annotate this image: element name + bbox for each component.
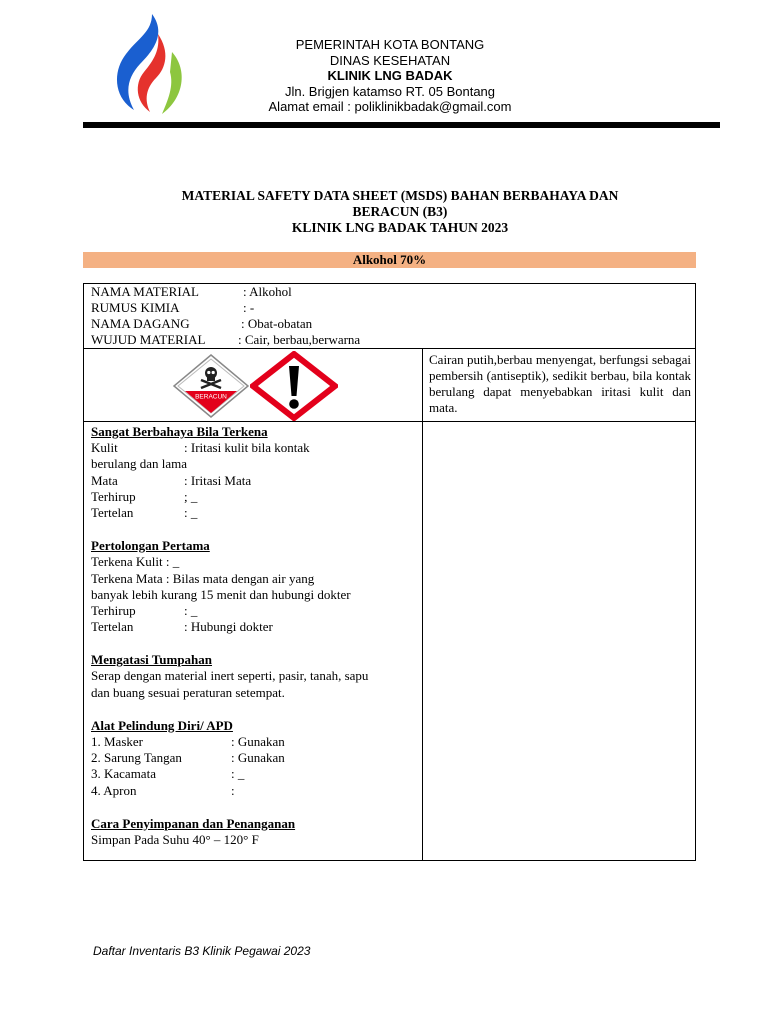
letterhead-email: Alamat email : poliklinikbadak@gmail.com bbox=[268, 99, 512, 114]
ppe-item bbox=[91, 766, 421, 782]
spill-line-1: Serap dengan material inert seperti, pasir, tanah, sapu bbox=[91, 668, 369, 684]
ppe-item-label: 2. Sarung Tangan bbox=[91, 750, 182, 766]
ppe-item-value: : Gunakan bbox=[231, 750, 285, 766]
rumus-kimia-value: : - bbox=[243, 300, 255, 315]
material-info-row bbox=[84, 284, 695, 349]
nama-dagang-value: : Obat-obatan bbox=[241, 316, 313, 331]
wujud-material-label: WUJUD MATERIAL bbox=[91, 332, 206, 347]
hazard-terhirup bbox=[91, 489, 421, 505]
nama-dagang-line bbox=[91, 316, 312, 332]
rumus-kimia-line bbox=[91, 300, 254, 316]
column-divider bbox=[422, 349, 423, 860]
wujud-material-line bbox=[91, 332, 360, 348]
hazard-kulit-cont: berulang dan lama bbox=[91, 456, 188, 472]
letterhead bbox=[230, 37, 550, 115]
footer-note: Daftar Inventaris B3 Klinik Pegawai 2023 bbox=[93, 944, 311, 958]
ppe-item-label: 3. Kacamata bbox=[91, 766, 156, 782]
letterhead-clinic: KLINIK LNG BADAK bbox=[327, 68, 453, 83]
first-aid-mata-cont: banyak lebih kurang 15 menit dan hubungi dokter bbox=[91, 586, 351, 602]
ppe-item-value: : bbox=[231, 782, 235, 798]
hazard-tertelan-value: : _ bbox=[184, 504, 198, 520]
first-aid-terhirup bbox=[91, 603, 421, 619]
first-aid-tertelan bbox=[91, 619, 421, 635]
storage-line-1: Simpan Pada Suhu 40° – 120° F bbox=[91, 831, 259, 847]
ppe-item-value: : Gunakan bbox=[231, 734, 285, 749]
nama-material-value: : Alkohol bbox=[243, 284, 292, 299]
ppe-item-label: 1. Masker bbox=[91, 734, 143, 749]
title-line-3: KLINIK LNG BADAK TAHUN 2023 bbox=[291, 220, 509, 235]
first-aid-tertelan-label: Tertelan bbox=[91, 619, 134, 635]
first-aid-terhirup-label: Terhirup bbox=[91, 602, 136, 618]
nama-material-line bbox=[91, 284, 292, 300]
title-line-1: MATERIAL SAFETY DATA SHEET (MSDS) BAHAN BERBAHAYA DAN bbox=[181, 188, 619, 203]
first-aid-tertelan-value: : Hubungi dokter bbox=[184, 619, 273, 635]
ppe-item bbox=[91, 750, 421, 766]
msds-table bbox=[83, 283, 696, 861]
hazard-heading: Sangat Berbahaya Bila Terkena bbox=[91, 424, 268, 439]
title-line-2: BERACUN (B3) bbox=[352, 204, 448, 219]
letterhead-department: DINAS KESEHATAN bbox=[329, 52, 451, 68]
spill-line-2: dan buang sesuai peraturan setempat. bbox=[91, 684, 285, 700]
wujud-material-value: : Cair, berbau,berwarna bbox=[238, 332, 361, 347]
storage-heading: Cara Penyimpanan dan Penanganan bbox=[91, 815, 296, 831]
hazard-tertelan bbox=[91, 505, 421, 521]
pictogram-label: BERACUN bbox=[195, 393, 227, 401]
hazard-mata bbox=[91, 473, 421, 489]
document-title bbox=[100, 188, 700, 236]
nama-dagang-label: NAMA DAGANG bbox=[91, 316, 190, 331]
letterhead-address: Jln. Brigjen katamso RT. 05 Bontang bbox=[284, 83, 496, 99]
hazard-kulit-value: : Iritasi kulit bila kontak bbox=[184, 440, 310, 456]
first-aid-terhirup-value: : _ bbox=[184, 602, 198, 618]
first-aid-kulit: Terkena Kulit : _ bbox=[91, 554, 180, 570]
header-divider bbox=[83, 122, 720, 128]
nama-material-label: NAMA MATERIAL bbox=[91, 284, 199, 299]
rumus-kimia-label: RUMUS KIMIA bbox=[91, 300, 180, 315]
spill-heading: Mengatasi Tumpahan bbox=[91, 652, 213, 668]
hazard-pictograms bbox=[172, 353, 342, 419]
pictogram-row bbox=[84, 349, 695, 422]
hazard-terhirup-value: ; _ bbox=[184, 488, 198, 504]
exclamation-icon bbox=[250, 351, 338, 421]
ppe-item bbox=[91, 783, 421, 799]
hazard-kulit-label: Kulit bbox=[91, 440, 118, 456]
hazard-tertelan-label: Tertelan bbox=[91, 504, 134, 520]
ppe-heading: Alat Pelindung Diri/ APD bbox=[91, 717, 233, 733]
ppe-item bbox=[91, 734, 421, 750]
skull-crossbones-icon bbox=[172, 353, 250, 419]
hazard-mata-label: Mata bbox=[91, 472, 118, 488]
ppe-item-value: : _ bbox=[231, 766, 245, 782]
hazard-details bbox=[91, 424, 421, 848]
ppe-item-label: 4. Apron bbox=[91, 782, 137, 798]
clinic-logo bbox=[112, 12, 190, 116]
material-description: Cairan putih,berbau menyengat, berfungsi sebagai pembersih (antiseptik), sedikit berbau, bila kontak berulang dapat menyebabkan iritasi kulit dan mata. bbox=[429, 352, 691, 415]
first-aid-heading: Pertolongan Pertama bbox=[91, 538, 210, 554]
first-aid-mata: Terkena Mata : Bilas mata dengan air yang bbox=[91, 570, 315, 586]
hazard-kulit bbox=[91, 440, 421, 456]
letterhead-government: PEMERINTAH KOTA BONTANG bbox=[295, 37, 485, 52]
hazard-terhirup-label: Terhirup bbox=[91, 488, 136, 504]
material-name-bar: Alkohol 70% bbox=[83, 252, 696, 268]
hazard-mata-value: : Iritasi Mata bbox=[184, 472, 252, 488]
